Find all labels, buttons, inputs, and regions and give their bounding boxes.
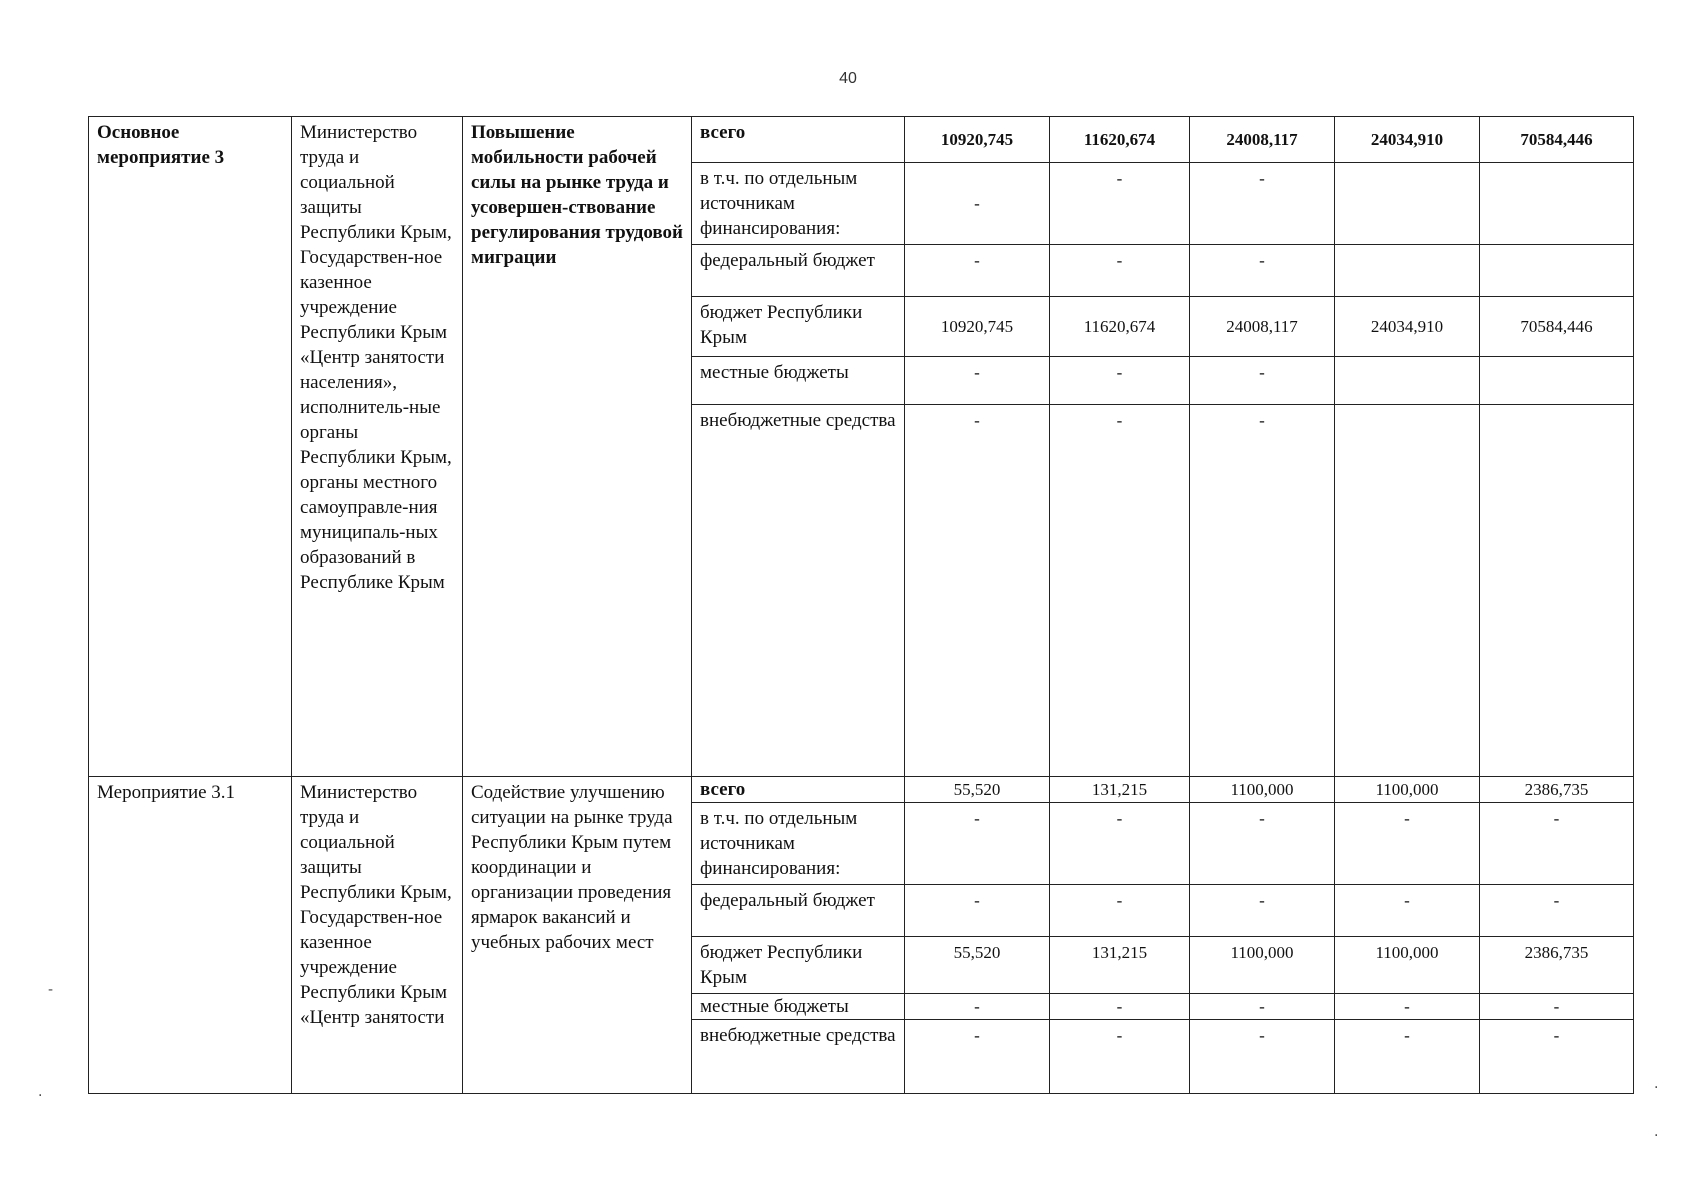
value-cell [1335,163,1480,245]
value-cell: - [1190,357,1335,405]
value-cell: - [1050,163,1190,245]
value-cell: - [1480,885,1634,937]
value-cell: - [1335,803,1480,885]
value-cell: 10920,745 [905,297,1050,357]
scan-speck: · [1654,1128,1659,1144]
budget-table [88,116,1634,1094]
value-cell: - [905,245,1050,297]
value-cell: 1100,000 [1335,777,1480,803]
value-cell: 70584,446 [1480,297,1634,357]
value-cell: - [905,1020,1050,1094]
value-cell: 24008,117 [1190,117,1335,163]
executor-cell: Министерство труда и социальной защиты Республики Крым, Государствен-ное казенное учреждение Республики Крым «Центр занятости населения», исполнитель-ные органы Республики Крым, органы местного самоуправле-ния муниципаль-ных образований в Республике Крым [292,117,463,777]
value-cell [1480,357,1634,405]
value-cell: 55,520 [905,937,1050,994]
value-cell: 131,215 [1050,937,1190,994]
value-cell: - [1190,245,1335,297]
block-title: Мероприятие 3.1 [89,777,292,1094]
value-cell: - [1050,245,1190,297]
value-cell: - [1190,885,1335,937]
value-cell: 55,520 [905,777,1050,803]
value-cell: 1100,000 [1190,777,1335,803]
value-cell: 70584,446 [1480,117,1634,163]
scan-speck: · [38,1088,43,1104]
value-cell: - [1050,885,1190,937]
source-cell: в т.ч. по отдельным источникам финансирования: [692,163,905,245]
value-cell: - [1335,1020,1480,1094]
budget-table-container [88,116,1633,1094]
block-title: Основное мероприятие 3 [89,117,292,777]
value-cell: 24034,910 [1335,297,1480,357]
source-cell: федеральный бюджет [692,885,905,937]
value-cell [1480,405,1634,777]
value-cell: 2386,735 [1480,937,1634,994]
executor-cell: Министерство труда и социальной защиты Республики Крым, Государствен-ное казенное учреждение Республики Крым «Центр занятости [292,777,463,1094]
source-cell: местные бюджеты [692,357,905,405]
value-cell: - [1480,803,1634,885]
table-row [89,777,1634,803]
value-cell: - [905,994,1050,1020]
source-cell: всего [692,117,905,163]
value-cell: - [905,885,1050,937]
value-cell: - [1335,885,1480,937]
value-cell: - [905,405,1050,777]
value-cell: - [1190,405,1335,777]
value-cell: 24034,910 [1335,117,1480,163]
value-cell: - [1480,1020,1634,1094]
value-cell [1335,357,1480,405]
value-cell: - [1190,163,1335,245]
measure-name: Повышение мобильности рабочей силы на рынке труда и усовершен-ствование регулирования трудовой миграции [463,117,692,777]
scan-speck: · [1654,1080,1659,1096]
value-cell: - [905,803,1050,885]
value-cell: - [1050,357,1190,405]
table-row [89,117,1634,163]
value-cell: 11620,674 [1050,297,1190,357]
source-cell: федеральный бюджет [692,245,905,297]
value-cell: 1100,000 [1335,937,1480,994]
source-cell: в т.ч. по отдельным источникам финансирования: [692,803,905,885]
page-number: 40 [839,70,857,87]
source-cell: бюджет Республики Крым [692,937,905,994]
value-cell: - [905,163,1050,245]
value-cell [1335,405,1480,777]
value-cell: - [1190,803,1335,885]
value-cell: - [1335,994,1480,1020]
value-cell: 1100,000 [1190,937,1335,994]
value-cell: 10920,745 [905,117,1050,163]
source-cell: бюджет Республики Крым [692,297,905,357]
value-cell: - [1050,803,1190,885]
value-cell: - [1050,1020,1190,1094]
value-cell: 2386,735 [1480,777,1634,803]
value-cell: - [1050,405,1190,777]
source-cell: местные бюджеты [692,994,905,1020]
value-cell [1335,245,1480,297]
value-cell: - [905,357,1050,405]
value-cell: - [1190,1020,1335,1094]
value-cell: - [1480,994,1634,1020]
value-cell [1480,163,1634,245]
value-cell: - [1190,994,1335,1020]
value-cell [1480,245,1634,297]
source-cell: всего [692,777,905,803]
scan-speck: - [48,982,54,998]
value-cell: 131,215 [1050,777,1190,803]
source-cell: внебюджетные средства [692,1020,905,1094]
measure-name: Содействие улучшению ситуации на рынке труда Республики Крым путем координации и организации проведения ярмарок вакансий и учебных рабочих мест [463,777,692,1094]
value-cell: - [1050,994,1190,1020]
value-cell: 24008,117 [1190,297,1335,357]
value-cell: 11620,674 [1050,117,1190,163]
source-cell: внебюджетные средства [692,405,905,777]
